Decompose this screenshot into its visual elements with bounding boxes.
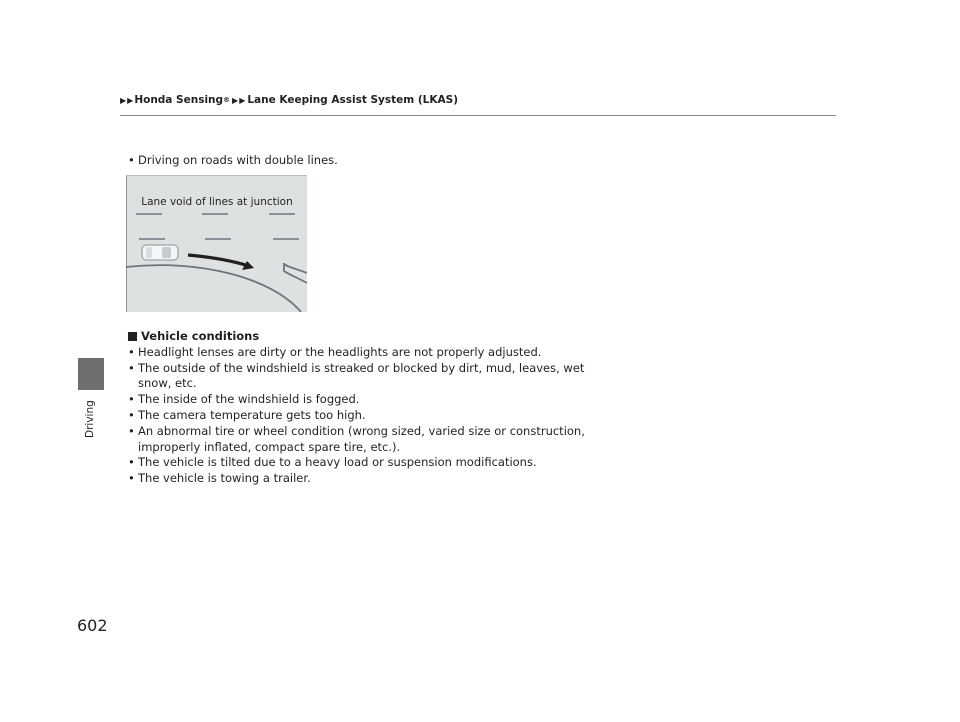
breadcrumb bbox=[120, 94, 458, 106]
list-item-text: Headlight lenses are dirty or the headlights are not properly adjusted. bbox=[138, 344, 542, 359]
bullet-icon: • bbox=[128, 455, 135, 470]
section-tab-marker bbox=[78, 358, 104, 390]
list-item bbox=[128, 424, 585, 456]
list-item-text: The outside of the windshield is streaked or blocked by dirt, mud, leaves, wet snow, etc. bbox=[138, 360, 585, 391]
bullet-icon: • bbox=[128, 471, 135, 486]
page-number: 602 bbox=[77, 616, 108, 635]
header-rule bbox=[120, 115, 836, 116]
triangle-right-icon: ▶ bbox=[127, 95, 134, 105]
bullet-icon: • bbox=[128, 407, 135, 422]
list-item bbox=[128, 471, 585, 487]
square-bullet-icon bbox=[128, 332, 137, 341]
bullet-icon: • bbox=[128, 423, 135, 438]
intro-bullet-text: Driving on roads with double lines. bbox=[138, 153, 338, 167]
vehicle-conditions-section bbox=[128, 329, 585, 487]
list-item bbox=[128, 361, 585, 393]
junction-illustration bbox=[126, 175, 307, 312]
junction-diagram bbox=[126, 175, 307, 312]
bullet-icon: • bbox=[128, 392, 135, 407]
registered-mark: ® bbox=[223, 96, 231, 104]
list-item-text: The vehicle is towing a trailer. bbox=[138, 471, 311, 486]
triangle-right-icon: ▶ bbox=[120, 95, 127, 105]
section-tab-label: Driving bbox=[84, 400, 96, 438]
car-icon bbox=[142, 245, 178, 260]
list-item bbox=[128, 392, 585, 408]
list-item bbox=[128, 455, 585, 471]
section-heading-text: Vehicle conditions bbox=[141, 329, 260, 343]
list-item-text: The inside of the windshield is fogged. bbox=[138, 392, 360, 407]
breadcrumb-item-lkas[interactable]: Lane Keeping Assist System (LKAS) bbox=[247, 94, 459, 106]
triangle-right-icon: ▶ bbox=[239, 95, 246, 105]
section-heading bbox=[128, 329, 585, 345]
bullet-icon: • bbox=[128, 153, 135, 167]
figure-label: Lane void of lines at junction bbox=[141, 196, 293, 208]
breadcrumb-item-honda-sensing[interactable]: Honda Sensing bbox=[134, 94, 224, 106]
bullet-icon: • bbox=[128, 344, 135, 359]
list-item bbox=[128, 345, 585, 361]
list-item bbox=[128, 408, 585, 424]
list-item-text: The vehicle is tilted due to a heavy load or suspension modifications. bbox=[138, 455, 537, 470]
intro-bullet-list bbox=[128, 153, 338, 169]
bullet-icon: • bbox=[128, 360, 135, 375]
triangle-right-icon: ▶ bbox=[232, 95, 239, 105]
list-item bbox=[128, 153, 338, 169]
list-item-text: The camera temperature gets too high. bbox=[138, 407, 366, 422]
list-item-text: An abnormal tire or wheel condition (wrong sized, varied size or construction, improperly inflated, compact spare tire, etc.). bbox=[138, 423, 585, 454]
